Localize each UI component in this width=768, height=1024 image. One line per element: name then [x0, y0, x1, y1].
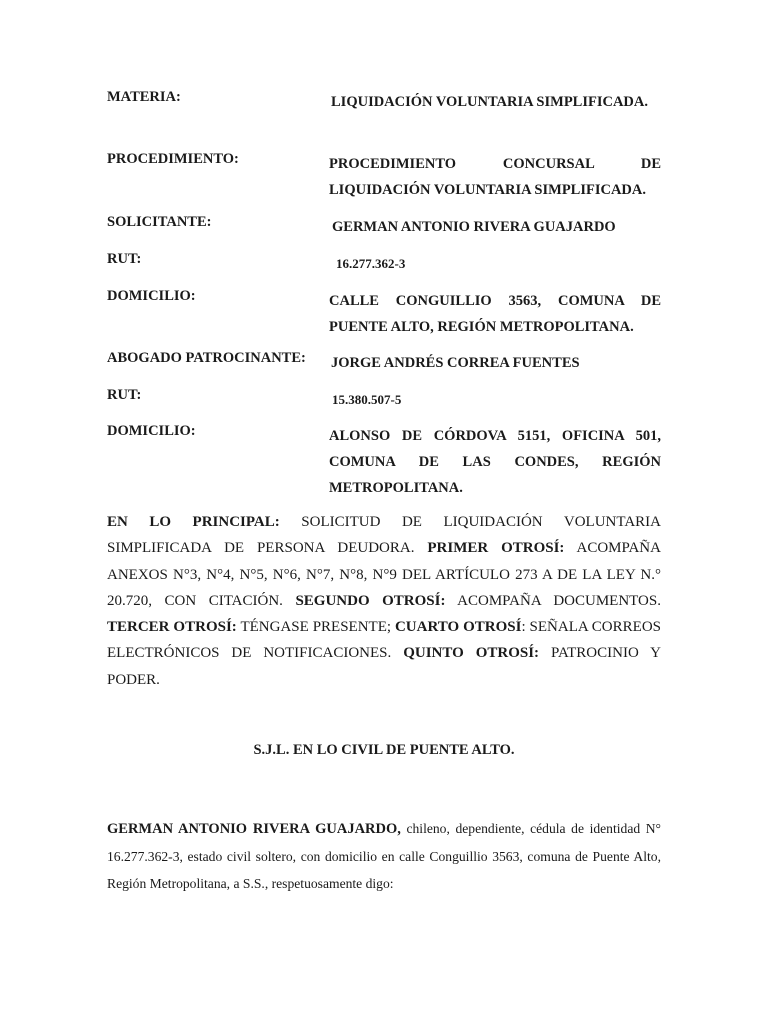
otrosi3-text: TÉNGASE PRESENTE; — [236, 619, 395, 636]
principal-text: SOLICITUD DE LIQUIDACIÓN VOLUNTARIA SIMPLIFICADA DE PERSONA DEUDORA. — [107, 514, 661, 557]
otrosi2-text: ACOMPAÑA DOCUMENTOS. — [445, 592, 661, 609]
domicilio-abogado-label: DOMICILIO: — [107, 423, 196, 439]
rut-value: 16.277.362-3 — [336, 256, 406, 271]
otrosi5-text: PATROCINIO Y PODER. — [107, 645, 661, 688]
otrosi4-text: : SEÑALA CORREOS ELECTRÓNICOS DE NOTIFICACIONES. — [107, 619, 661, 662]
principal-label: EN LO PRINCIPAL: — [107, 514, 280, 530]
rut-abogado-value: 15.380.507-5 — [332, 392, 402, 407]
domicilio-abogado-value: ALONSO DE CÓRDOVA 5151, OFICINA 501, COMUNA DE LAS CONDES, REGIÓN METROPOLITANA. — [329, 428, 661, 496]
court-heading: S.J.L. EN LO CIVIL DE PUENTE ALTO. — [253, 742, 515, 758]
otrosi4-label: CUARTO OTROSÍ — [394, 619, 522, 636]
otrosi1-text: ACOMPAÑA ANEXOS N°3, N°4, N°5, N°6, N°7, N°8, N°9 DEL ARTÍCULO 273 A DE LA LEY N.° 20.720, CON CITACIÓN. — [107, 540, 661, 609]
solicitante-value: GERMAN ANTONIO RIVERA GUAJARDO — [332, 219, 616, 235]
procedimiento-label: PROCEDIMIENTO: — [107, 151, 239, 167]
materia-value: LIQUIDACIÓN VOLUNTARIA SIMPLIFICADA. — [331, 94, 649, 110]
domicilio-value: CALLE CONGUILLIO 3563, COMUNA DE PUENTE ALTO, REGIÓN METROPOLITANA. — [329, 293, 661, 335]
procedimiento-value: PROCEDIMIENTO CONCURSAL DE LIQUIDACIÓN VOLUNTARIA SIMPLIFICADA. — [329, 156, 661, 198]
abogado-value: JORGE ANDRÉS CORREA FUENTES — [331, 355, 580, 371]
otrosi3-label: TERCER OTROSÍ: — [107, 619, 237, 636]
summary-paragraph — [107, 509, 661, 693]
rut-abogado-label: RUT: — [107, 387, 142, 403]
materia-label: MATERIA: — [107, 89, 181, 105]
otrosi2-label: SEGUNDO OTROSÍ: — [295, 592, 446, 609]
intro-name: GERMAN ANTONIO RIVERA GUAJARDO, — [107, 821, 401, 837]
intro-text: chileno, dependiente, cédula de identidad N° 16.277.362-3, estado civil soltero, con domicilio en calle Conguillio 3563, comuna de Puente Alto, Región Metropolitana, a S.S., respetuosamente digo: — [107, 821, 661, 891]
domicilio-label: DOMICILIO: — [107, 288, 196, 304]
rut-label: RUT: — [107, 251, 142, 267]
intro-paragraph — [107, 815, 661, 897]
otrosi1-label: PRIMER OTROSÍ: — [427, 540, 565, 557]
abogado-label: ABOGADO PATROCINANTE: — [107, 350, 306, 366]
solicitante-label: SOLICITANTE: — [107, 214, 212, 230]
otrosi5-label: QUINTO OTROSÍ: — [403, 645, 540, 662]
